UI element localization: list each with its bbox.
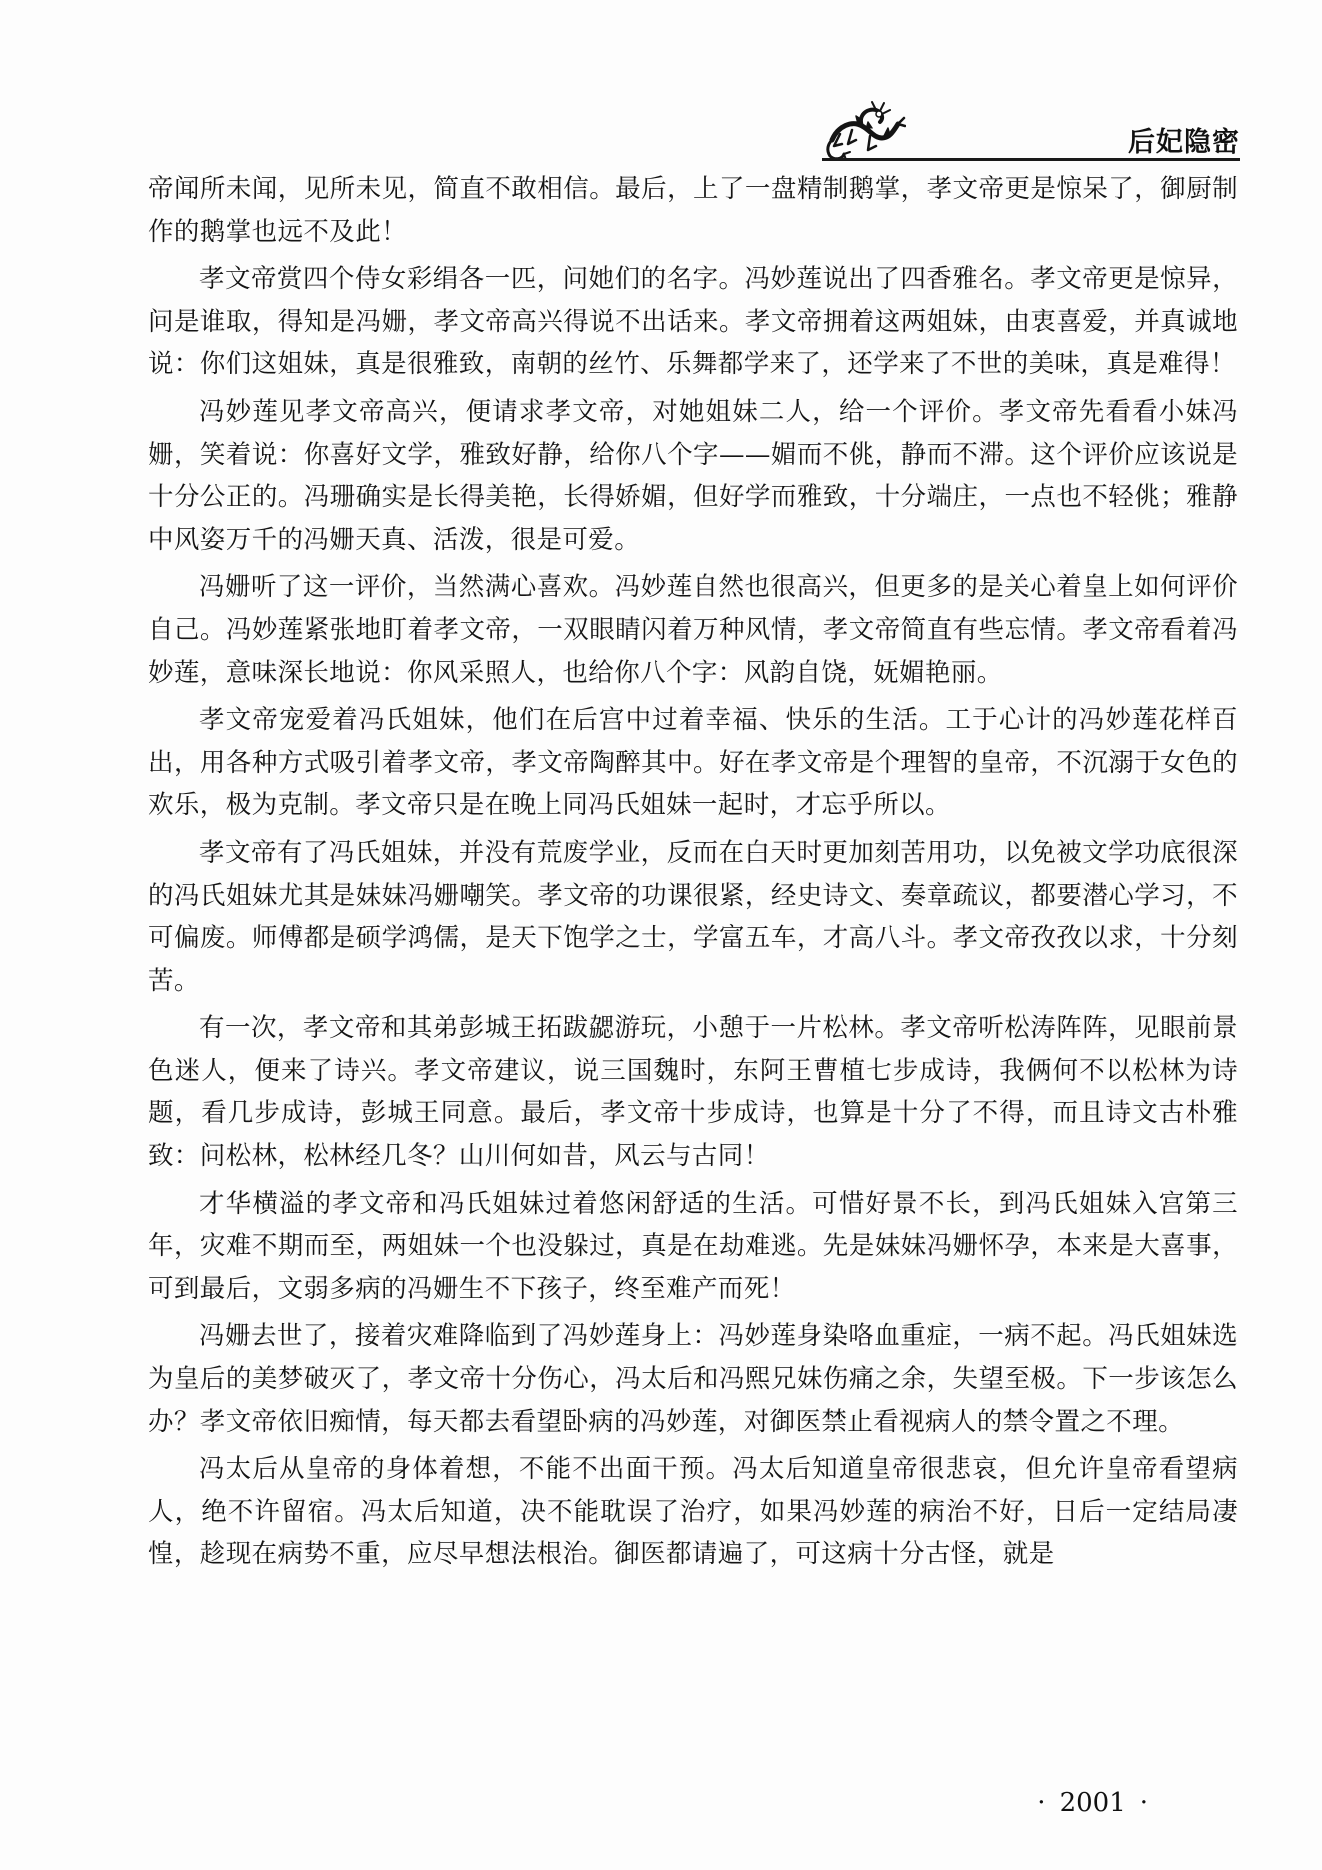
body-text	[148, 168, 1238, 1581]
header-title: 后妃隐密	[1128, 127, 1240, 158]
paragraph: 才华横溢的孝文帝和冯氏姐妹过着悠闲舒适的生活。可惜好景不长，到冯氏姐妹入宫第三年，灾难不期而至，两姐妹一个也没躲过，真是在劫难逃。先是妹妹冯姗怀孕，本来是大喜事，可到最后，文弱多病的冯姗生不下孩子，终至难产而死！	[148, 1188, 1238, 1304]
header-divider	[822, 158, 1240, 161]
paragraph: 有一次，孝文帝和其弟彭城王拓跋勰游玩，小憩于一片松林。孝文帝听松涛阵阵，见眼前景色迷人，便来了诗兴。孝文帝建议，说三国魏时，东阿王曹植七步成诗，我俩何不以松林为诗题，看几步成诗，彭城王同意。最后，孝文帝十步成诗，也算是十分了不得，而且诗文古朴雅致：问松林，松林经几冬？山川何如昔，风云与古同！	[148, 1013, 1238, 1172]
paragraph: 孝文帝赏四个侍女彩绢各一匹，问她们的名字。冯妙莲说出了四香雅名。孝文帝更是惊异，问是谁取，得知是冯姗，孝文帝高兴得说不出话来。孝文帝拥着这两姐妹，由衷喜爱，并真诚地说：你们这姐妹，真是很雅致，南朝的丝竹、乐舞都学来了，还学来了不世的美味，真是难得！	[148, 264, 1238, 380]
footer-bullet-left: ·	[1037, 1788, 1046, 1818]
page-footer	[1023, 1788, 1162, 1818]
paragraph: 冯姗去世了，接着灾难降临到了冯妙莲身上：冯妙莲身染咯血重症，一病不起。冯氏姐妹选为皇后的美梦破灭了，孝文帝十分伤心，冯太后和冯熙兄妹伤痛之余，失望至极。下一步该怎么办？孝文帝依旧痴情，每天都去看望卧病的冯妙莲，对御医禁止看视病人的禁令置之不理。	[148, 1321, 1238, 1437]
footer-bullet-right: ·	[1139, 1788, 1148, 1818]
paragraph: 孝文帝宠爱着冯氏姐妹，他们在后宫中过着幸福、快乐的生活。工于心计的冯妙莲花样百出，用各种方式吸引着孝文帝，孝文帝陶醉其中。好在孝文帝是个理智的皇帝，不沉溺于女色的欢乐，极为克制。孝文帝只是在晚上同冯氏姐妹一起时，才忘乎所以。	[148, 705, 1238, 821]
paragraph: 冯妙莲见孝文帝高兴，便请求孝文帝，对她姐妹二人，给一个评价。孝文帝先看看小妹冯姗，笑着说：你喜好文学，雅致好静，给你八个字——媚而不佻，静而不滞。这个评价应该说是十分公正的。冯珊确实是长得美艳，长得娇媚，但好学而雅致，十分端庄，一点也不轻佻；雅静中风姿万千的冯姗天真、活泼，很是可爱。	[148, 396, 1238, 555]
paragraph: 孝文帝有了冯氏姐妹，并没有荒废学业，反而在白天时更加刻苦用功，以免被文学功底很深的冯氏姐妹尤其是妹妹冯姗嘲笑。孝文帝的功课很紧，经史诗文、奏章疏议，都要潜心学习，不可偏废。师傅都是硕学鸿儒，是天下饱学之士，学富五车，才高八斗。孝文帝孜孜以求，十分刻苦。	[148, 837, 1238, 996]
paragraph: 帝闻所未闻，见所未见，简直不敢相信。最后，上了一盘精制鹅掌，孝文帝更是惊呆了，御厨制作的鹅掌也远不及此！	[148, 174, 1238, 247]
dragon-icon	[822, 100, 906, 166]
page-number: 2001	[1059, 1788, 1126, 1818]
paragraph: 冯姗听了这一评价，当然满心喜欢。冯妙莲自然也很高兴，但更多的是关心着皇上如何评价自己。冯妙莲紧张地盯着孝文帝，一双眼睛闪着万种风情，孝文帝简直有些忘情。孝文帝看着冯妙莲，意味深长地说：你风采照人，也给你八个字：风韵自饶，妩媚艳丽。	[148, 572, 1238, 688]
paragraph: 冯太后从皇帝的身体着想，不能不出面干预。冯太后知道皇帝很悲哀，但允许皇帝看望病人，绝不许留宿。冯太后知道，决不能耽误了治疗，如果冯妙莲的病治不好，日后一定结局凄惶，趁现在病势不重，应尽早想法根治。御医都请遍了，可这病十分古怪，就是	[148, 1454, 1238, 1570]
running-header	[822, 100, 1240, 164]
